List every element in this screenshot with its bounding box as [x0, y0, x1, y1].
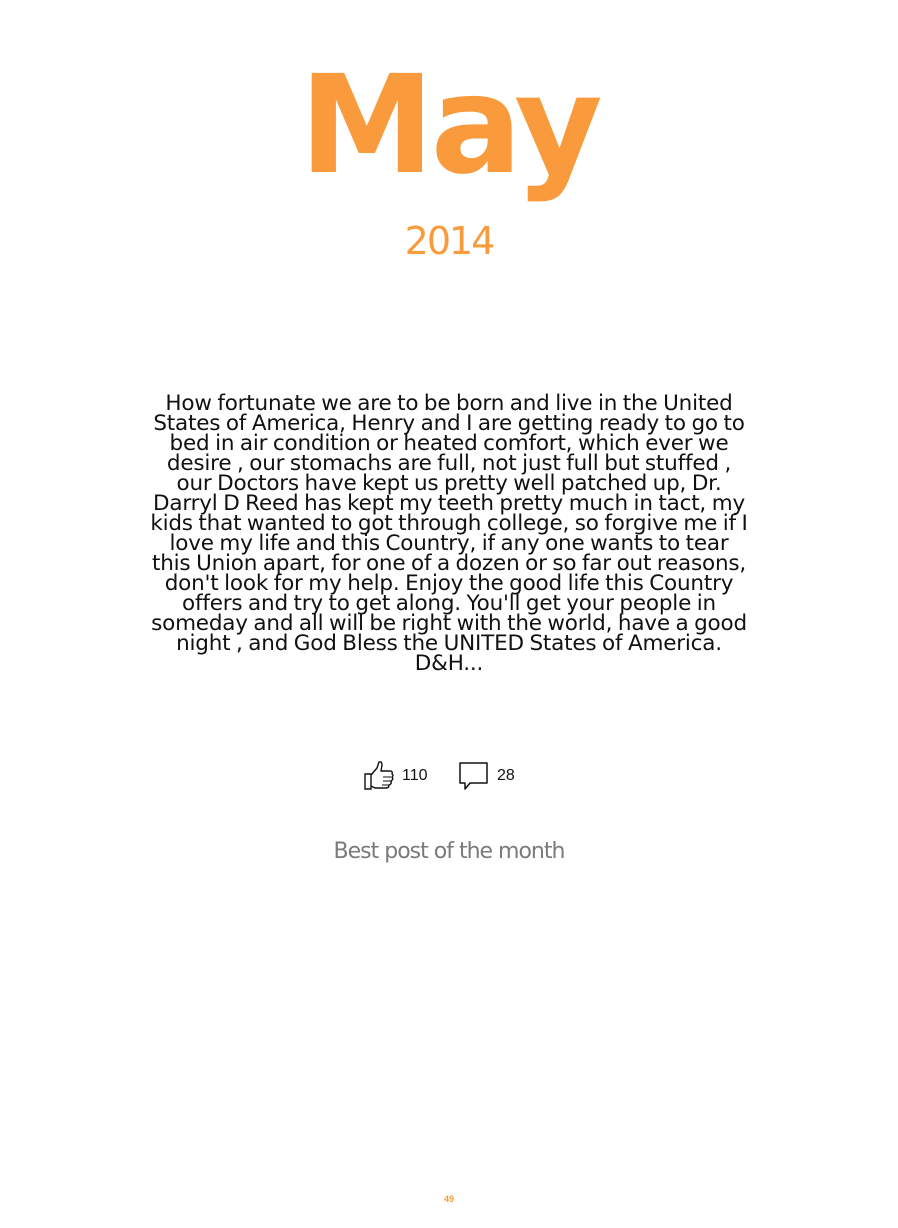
- comments-stat: [457, 758, 515, 794]
- month-title: May: [299, 47, 599, 205]
- post-stats: [0, 758, 898, 794]
- thumbs-up-icon: [362, 759, 396, 793]
- speech-bubble-icon: [457, 759, 491, 793]
- likes-count: 110: [402, 767, 428, 784]
- best-post-caption: Best post of the month: [333, 839, 565, 864]
- comments-count: 28: [497, 767, 515, 784]
- year-subtitle: 2014: [404, 219, 494, 263]
- page-number: 49: [443, 1194, 454, 1204]
- post-text: How fortunate we are to be born and live in the United States of America, Henry and I are getting ready to go to bed in air condition or heated comfort, which ever we desire , our stomachs are full, not just full but stuffed , our Doctors have kept us pretty well patched up, Dr. Darryl D Reed has kept my teeth pretty much in tact, my kids that wanted to got through college, so forgive me if I love my life and this Country, if any one wants to tear this Union apart, for one of a dozen or so far out reasons, don't look for my help. Enjoy the good life this Country offers and try to get along. You'll get your people in someday and all will be right with the world, have a good night , and God Bless the UNITED States of America. D&H...: [150, 391, 748, 676]
- likes-stat: [362, 758, 428, 794]
